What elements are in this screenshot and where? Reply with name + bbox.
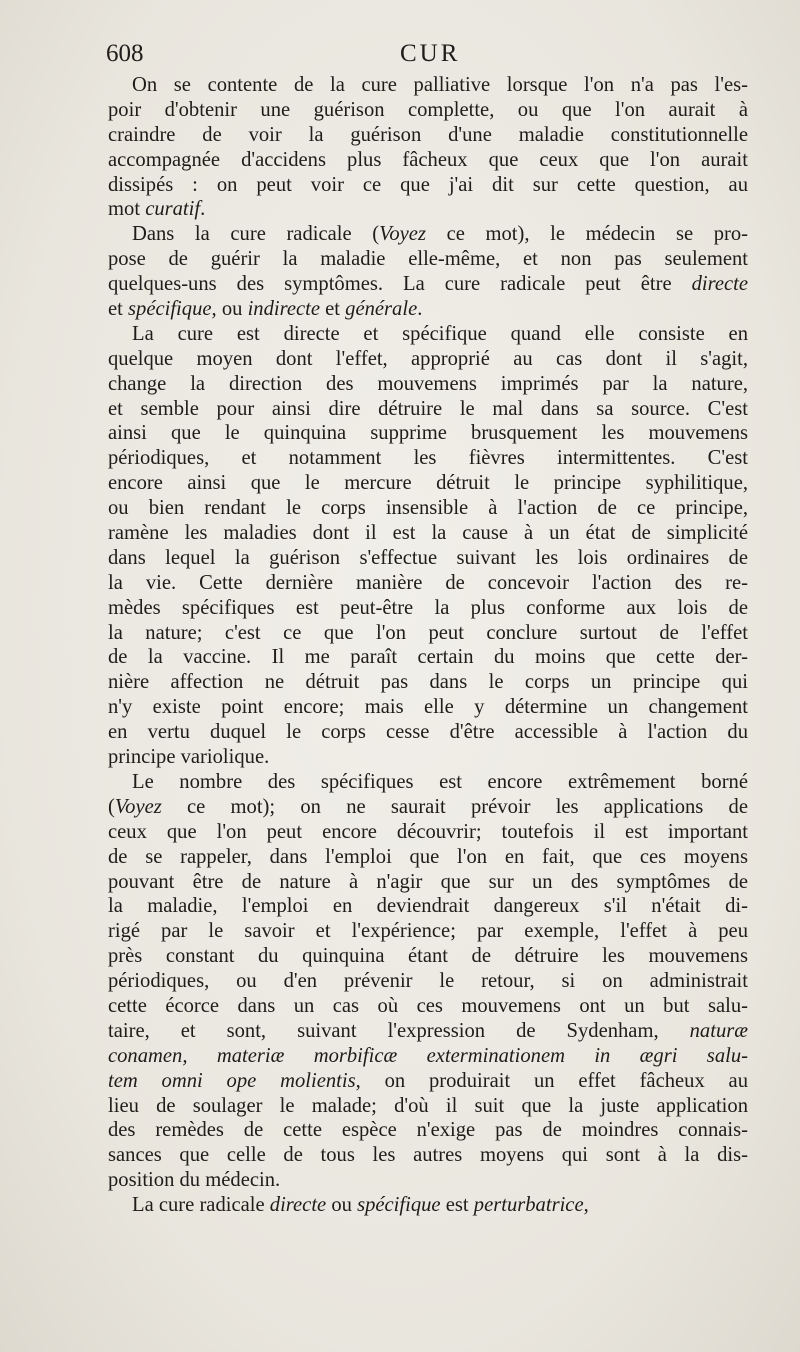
text-line <box>108 695 748 720</box>
text-line <box>108 471 748 496</box>
text-line <box>108 397 748 422</box>
text-run: la vie. Cette dernière manière de concevoir l'action des re- <box>108 571 748 594</box>
text-run: La cure radicale <box>132 1194 270 1217</box>
text-run: sances que celle de tous les autres moyens qui sont à la dis- <box>108 1144 748 1167</box>
italic-text: directe <box>691 273 748 296</box>
text-line <box>108 272 748 297</box>
text-run: pouvant être de nature à n'agir que sur un des symptômes de <box>108 870 748 893</box>
running-head: CUR <box>400 40 461 67</box>
italic-text: Voyez <box>379 223 426 246</box>
text-run: et semble pour ainsi dire détruire le mal dans sa source. C'est <box>108 397 748 420</box>
text-run: périodiques, et notamment les fièvres intermittentes. C'est <box>108 447 748 470</box>
text-line <box>108 222 748 247</box>
text-line <box>108 795 748 820</box>
text-run: poir d'obtenir une guérison complette, ou que l'on aurait à <box>108 98 748 121</box>
text-line <box>108 496 748 521</box>
italic-text: curatif <box>145 198 201 221</box>
text-run: quelque moyen dont l'effet, approprié au cas dont il s'agit, <box>108 347 748 370</box>
text-line <box>108 944 748 969</box>
text-line <box>108 347 748 372</box>
text-line <box>108 621 748 646</box>
text-run: quelques-uns des symptômes. La cure radicale peut être <box>108 273 692 296</box>
text-line <box>108 372 748 397</box>
text-run: de la vaccine. Il me paraît certain du moins que cette der- <box>108 646 748 669</box>
text-run: , on produirait un effet fâcheux au <box>355 1069 748 1092</box>
text-line <box>108 994 748 1019</box>
text-run: et <box>108 298 129 321</box>
text-run: rigé par le savoir et l'expérience; par exemple, l'effet à peu <box>108 920 748 943</box>
text-run: près constant du quinquina étant de détruire les mouvemens <box>108 945 748 968</box>
italic-text: Voyez <box>114 795 162 818</box>
text-run: La cure est directe et spécifique quand elle consiste en <box>132 322 748 345</box>
text-run: ou <box>326 1194 358 1217</box>
text-run: cette écorce dans un cas où ces mouvemens ont un but salu- <box>108 994 748 1017</box>
italic-text: conamen, materiæ morbificæ exterminationem in ægri salu- <box>108 1044 748 1067</box>
text-run: craindre de voir la guérison d'une maladie constitutionnelle <box>108 123 748 146</box>
text-line <box>108 73 748 98</box>
page-number: 608 <box>106 40 144 67</box>
text-run: lieu de soulager le malade; d'où il suit que la juste application <box>108 1094 748 1117</box>
text-line <box>108 1044 748 1069</box>
text-run: On se contente de la cure palliative lorsque l'on n'a pas l'es- <box>132 74 748 96</box>
text-run: la nature; c'est ce que l'on peut conclure surtout de l'effet <box>108 621 748 644</box>
text-run: principe variolique. <box>108 746 270 769</box>
text-line <box>108 969 748 994</box>
text-line <box>108 546 748 571</box>
italic-text: spécifique <box>128 298 212 321</box>
text-run: périodiques, ou d'en prévenir le retour, si on administrait <box>108 970 748 993</box>
text-run: de se rappeler, dans l'emploi que l'on en fait, que ces moyens <box>108 845 748 868</box>
text-run: accompagnée d'accidens plus fâcheux que ceux que l'on aurait <box>108 148 748 171</box>
text-run: ce mot), le médecin se pro- <box>425 223 748 246</box>
italic-text: générale <box>345 298 418 321</box>
text-run: , <box>583 1194 589 1217</box>
text-run: encore ainsi que le mercure détruit le principe syphilitique, <box>108 472 748 495</box>
text-run: dans lequel la guérison s'effectue suivant les lois ordinaires de <box>108 546 748 569</box>
text-run: ( <box>108 795 115 818</box>
text-run: mot <box>108 198 146 221</box>
text-run: ce mot); on ne saurait prévoir les applications de <box>161 795 748 818</box>
text-line <box>108 446 748 471</box>
text-line <box>108 247 748 272</box>
text-line <box>108 820 748 845</box>
text-run: ceux que l'on peut encore découvrir; toutefois il est important <box>108 820 748 843</box>
text-run: mèdes spécifiques est peut-être la plus conforme aux lois de <box>108 596 748 619</box>
text-run: Le nombre des spécifiques est encore extrêmement borné <box>132 770 748 793</box>
text-line <box>108 571 748 596</box>
text-line <box>108 1069 748 1094</box>
text-run: Dans la cure radicale ( <box>132 223 380 246</box>
text-line <box>108 297 748 322</box>
italic-text: naturæ <box>689 1019 748 1042</box>
text-line <box>108 322 748 347</box>
text-line <box>108 720 748 745</box>
text-run: pose de guérir la maladie elle-même, et non pas seulement <box>108 248 748 271</box>
text-run: . <box>417 298 423 321</box>
text-line <box>108 596 748 621</box>
text-line <box>108 1168 748 1193</box>
text-run: , ou <box>211 298 248 321</box>
text-line <box>108 123 748 148</box>
text-run: dissipés : on peut voir ce que j'ai dit sur cette question, au <box>108 173 748 196</box>
text-line <box>108 845 748 870</box>
text-line <box>108 1143 748 1168</box>
text-line <box>108 870 748 895</box>
text-run: ou bien rendant le corps insensible à l'action de ce principe, <box>108 497 748 520</box>
text-line <box>108 1118 748 1143</box>
text-run: n'y existe point encore; mais elle y détermine un changement <box>108 696 748 719</box>
text-line <box>108 1193 748 1218</box>
text-line <box>108 521 748 546</box>
text-run: des remèdes de cette espèce n'exige pas de moindres connais- <box>108 1119 748 1142</box>
text-line <box>108 919 748 944</box>
text-run: position du médecin. <box>108 1169 281 1192</box>
text-line <box>108 173 748 198</box>
text-run: change la direction des mouvemens imprimés par la nature, <box>108 372 748 395</box>
italic-text: tem omni ope molientis <box>108 1069 356 1092</box>
text-run: ainsi que le quinquina supprime brusquement les mouvemens <box>108 422 748 445</box>
text-line <box>108 1019 748 1044</box>
text-line <box>108 670 748 695</box>
text-line <box>108 148 748 173</box>
text-run: est <box>440 1194 474 1217</box>
body-text <box>108 73 748 1218</box>
italic-text: spécifique <box>357 1194 441 1217</box>
text-line <box>108 1094 748 1119</box>
text-run: en vertu duquel le corps cesse d'être accessible à l'action du <box>108 721 748 744</box>
text-run: la maladie, l'emploi en deviendrait dangereux s'il n'était di- <box>108 895 748 918</box>
text-line <box>108 770 748 795</box>
italic-text: indirecte <box>247 298 320 321</box>
italic-text: perturbatrice <box>473 1194 584 1217</box>
text-run: taire, et sont, suivant l'expression de Sydenham, <box>108 1019 690 1042</box>
text-line <box>108 197 748 222</box>
text-run: . <box>200 198 206 221</box>
text-line <box>108 894 748 919</box>
italic-text: directe <box>269 1194 327 1217</box>
text-run: nière affection ne détruit pas dans le corps un principe qui <box>108 671 748 694</box>
text-line <box>108 745 748 770</box>
text-run: et <box>320 298 346 321</box>
text-line <box>108 645 748 670</box>
text-line <box>108 421 748 446</box>
text-run: ramène les maladies dont il est la cause à un état de simplicité <box>108 522 748 545</box>
text-line <box>108 98 748 123</box>
